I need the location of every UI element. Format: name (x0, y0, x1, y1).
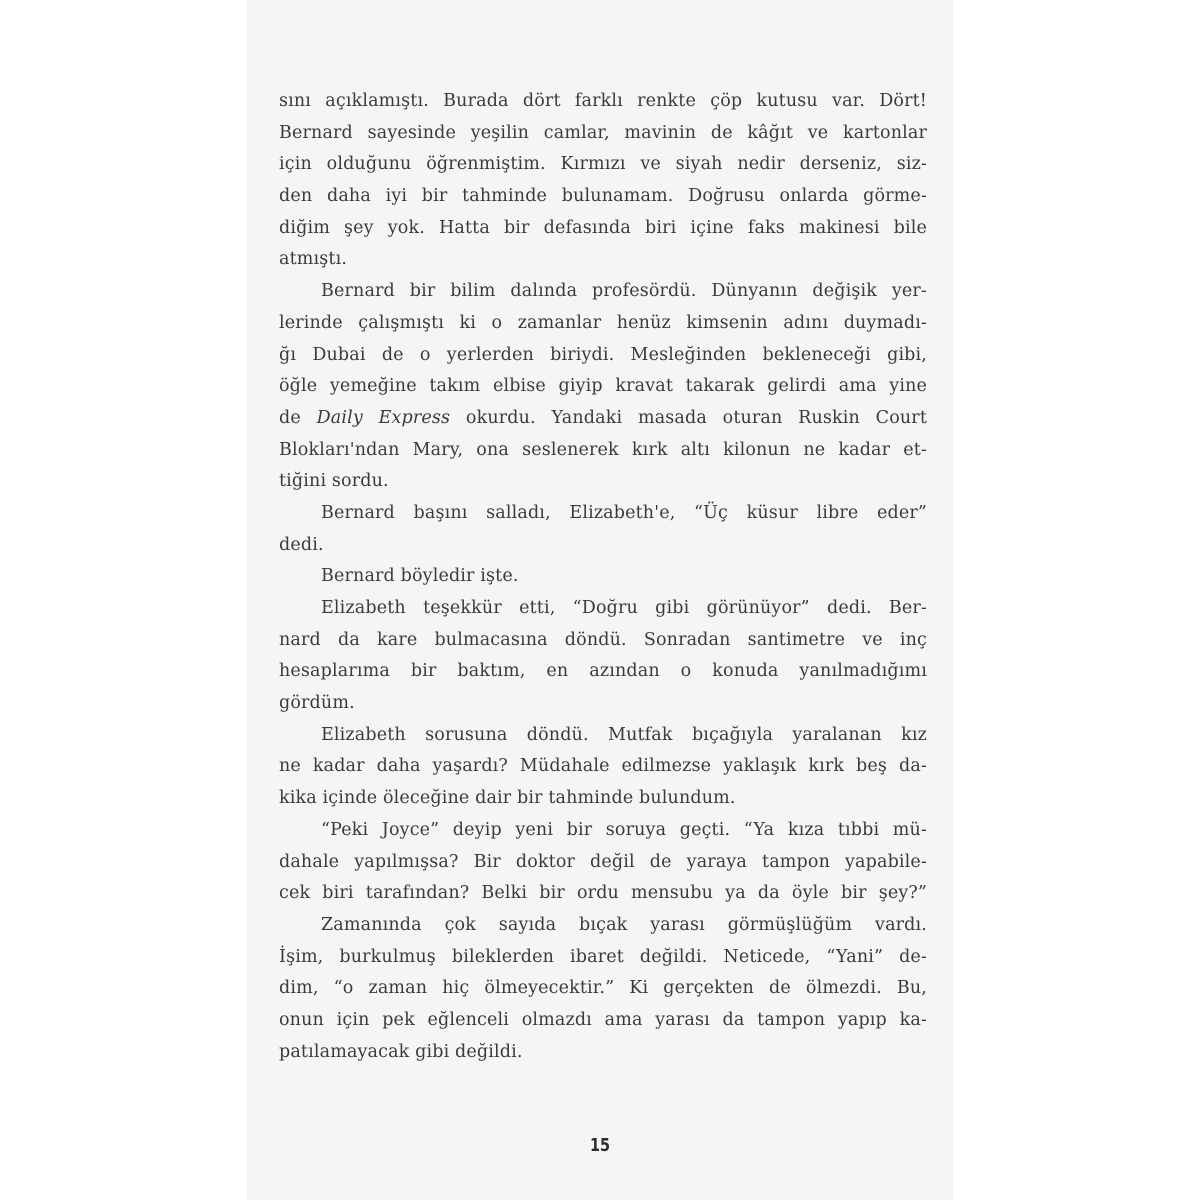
text-line: sını açıklamıştı. Burada dört farklı renkte çöp kutusu var. Dört! (279, 91, 927, 111)
text-line: İşim, burkulmuş bileklerden ibaret değildi. Neticede, “Yani” de- (279, 946, 927, 967)
text-line: onun için pek eğlenceli olmazdı ama yarası da tampon yapıp ka- (279, 1009, 927, 1030)
text-line: gördüm. (279, 693, 355, 714)
page-number: 15 (589, 1135, 611, 1156)
text-line: dahale yapılmışsa? Bir doktor değil de yaraya tampon yapabile- (279, 851, 927, 872)
text-line: dedi. (279, 534, 324, 555)
text-line: için olduğunu öğrenmiştim. Kırmızı ve siyah nedir derseniz, siz- (279, 154, 927, 175)
text-line: diğim şey yok. Hatta bir defasında biri içine faks makinesi bile (279, 217, 927, 238)
text-line: patılamayacak gibi değildi. (279, 1041, 523, 1062)
text-line: kika içinde öleceğine dair bir tahminde bulundum. (279, 788, 736, 809)
text-fragment: okurdu. Yandaki masada oturan Ruskin Court (450, 407, 928, 428)
text-line: “Peki Joyce” deyip yeni bir soruya geçti. “Ya kıza tıbbi mü- (321, 819, 927, 840)
text-fragment: de (279, 407, 317, 428)
page-body-text (279, 86, 927, 1068)
italic-title: Daily Express (316, 407, 451, 428)
text-line: nard da kare bulmacasına döndü. Sonradan santimetre ve inç (279, 629, 927, 650)
text-line: ne kadar daha yaşardı? Müdahale edilmezse yaklaşık kırk beş da- (279, 756, 927, 777)
text-line: Bernard sayesinde yeşilin camlar, mavinin de kâğıt ve kartonlar (279, 122, 927, 143)
text-line: Zamanında çok sayıda bıçak yarası görmüşlüğüm vardı. (321, 914, 927, 935)
text-line: Bernard böyledir işte. (321, 566, 519, 587)
text-line: cek biri tarafından? Belki bir ordu mensubu ya da öyle bir şey?” (279, 883, 927, 904)
text-line: lerinde çalışmıştı ki o zamanlar henüz kimsenin adını duymadı- (279, 312, 927, 333)
text-line (279, 403, 927, 435)
text-line: hesaplarıma bir baktım, en azından o konuda yanılmadığımı (279, 661, 927, 682)
text-line: tiğini sordu. (279, 471, 389, 492)
text-line: öğle yemeğine takım elbise giyip kravat takarak gelirdi ama yine (279, 376, 927, 397)
text-line: ğı Dubai de o yerlerden biriydi. Mesleğinden bekleneceği gibi, (279, 344, 927, 365)
text-line: atmıştı. (279, 249, 348, 270)
text-line: Bernard bir bilim dalında profesördü. Dünyanın değişik yer- (321, 281, 927, 302)
book-page (247, 0, 953, 1200)
text-line: Bernard başını salladı, Elizabeth'e, “Üç küsur libre eder” (321, 502, 927, 523)
text-line: Elizabeth sorusuna döndü. Mutfak bıçağıyla yaralanan kız (321, 724, 927, 745)
text-line: Blokları'ndan Mary, ona seslenerek kırk altı kilonun ne kadar et- (279, 439, 927, 460)
text-line: den daha iyi bir tahminde bulunamam. Doğrusu onlarda görme- (279, 186, 927, 207)
text-line: Elizabeth teşekkür etti, “Doğru gibi görünüyor” dedi. Ber- (321, 598, 927, 618)
text-line: dim, “o zaman hiç ölmeyecektir.” Ki gerçekten de ölmezdi. Bu, (279, 978, 927, 999)
